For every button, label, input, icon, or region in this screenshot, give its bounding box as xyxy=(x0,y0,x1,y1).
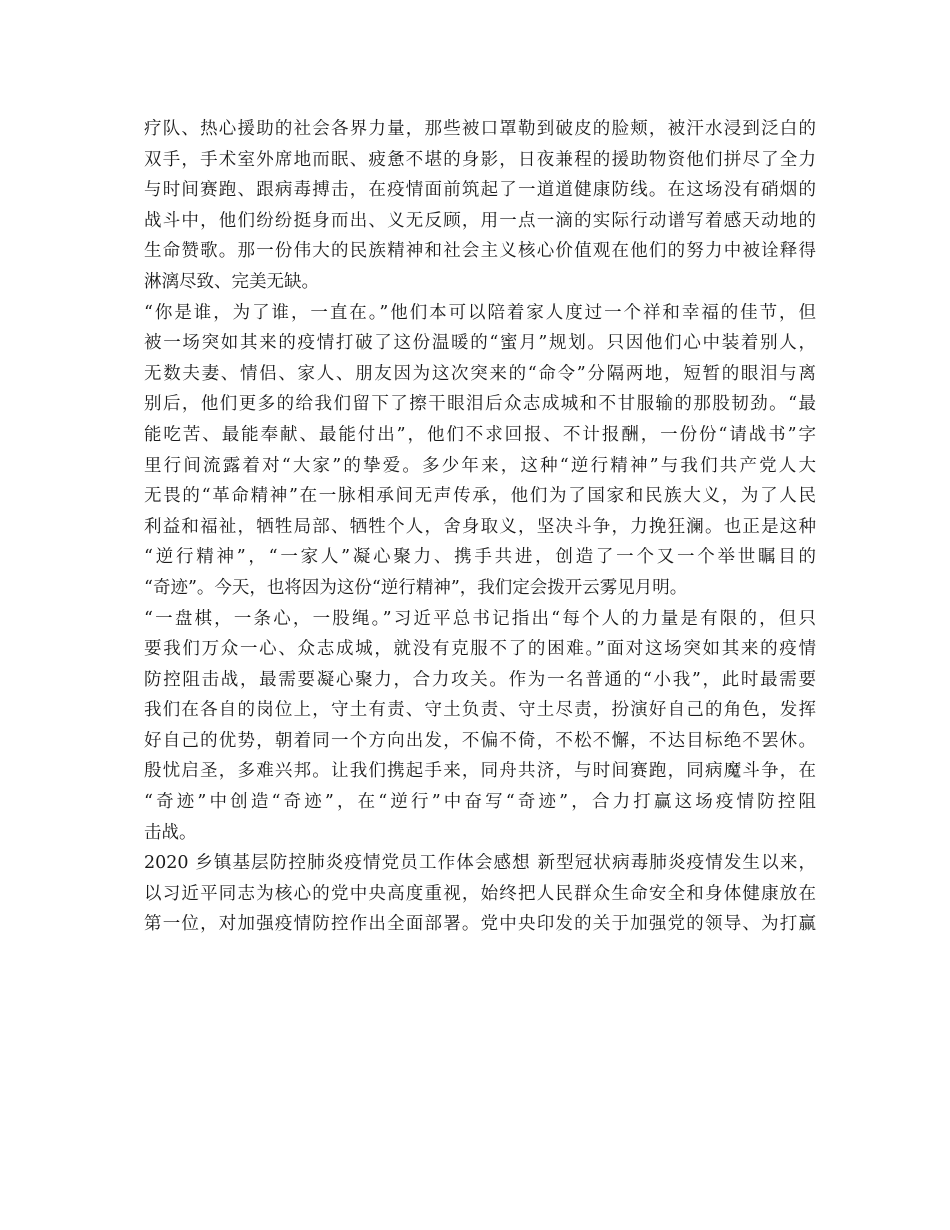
text-line: 双手，手术室外席地而眠、疲惫不堪的身影，日夜兼程的援助物资他们拼尽了全力 xyxy=(144,149,816,170)
text-line: 我们在各自的岗位上，守土有责、守土负责、守土尽责，扮演好自己的角色，发挥 xyxy=(144,700,816,721)
text-line: “你是谁，为了谁，一直在。”他们本可以陪着家人度过一个祥和幸福的佳节，但 xyxy=(144,302,816,323)
document-body-text xyxy=(144,114,816,940)
text-line: “逆行精神”，“一家人”凝心聚力、携手共进，创造了一个又一个举世瞩目的 xyxy=(144,547,816,568)
text-line: 击战。 xyxy=(144,822,197,843)
text-line: 与时间赛跑、跟病毒搏击，在疫情面前筑起了一道道健康防线。在这场没有硝烟的 xyxy=(144,180,816,201)
text-line: 战斗中，他们纷纷挺身而出、义无反顾，用一点一滴的实际行动谱写着感天动地的 xyxy=(144,210,816,231)
text-line: “一盘棋，一条心，一股绳。”习近平总书记指出“每个人的力量是有限的，但只 xyxy=(144,608,816,629)
text-line: 第一位，对加强疫情防控作出全面部署。党中央印发的关于加强党的领导、为打赢 xyxy=(144,914,816,935)
text-line: 2020 乡镇基层防控肺炎疫情党员工作体会感想 新型冠状病毒肺炎疫情发生以来， xyxy=(144,853,816,874)
text-line: 里行间流露着对“大家”的挚爱。多少年来，这种“逆行精神”与我们共产党人大 xyxy=(144,455,816,476)
text-line: 被一场突如其来的疫情打破了这份温暖的“蜜月”规划。只因他们心中装着别人， xyxy=(144,333,816,354)
text-line: 以习近平同志为核心的党中央高度重视，始终把人民群众生命安全和身体健康放在 xyxy=(144,883,816,904)
text-line: 淋漓尽致、完美无缺。 xyxy=(144,271,319,292)
text-line: 能吃苦、最能奉献、最能付出”，他们不求回报、不计报酬，一份份“请战书”字 xyxy=(144,424,816,445)
text-line: 别后，他们更多的给我们留下了擦干眼泪后众志成城和不甘服输的那股韧劲。“最 xyxy=(144,394,816,415)
text-line: “奇迹”中创造“奇迹”，在“逆行”中奋写“奇迹”，合力打赢这场疫情防控阻 xyxy=(144,792,816,813)
text-line: 防控阻击战，最需要凝心聚力，合力攻关。作为一名普通的“小我”，此时最需要 xyxy=(144,669,816,690)
text-line: 殷忧启圣，多难兴邦。让我们携起手来，同舟共济，与时间赛跑，同病魔斗争，在 xyxy=(144,761,816,782)
text-line: 好自己的优势，朝着同一个方向出发，不偏不倚，不松不懈，不达目标绝不罢休。 xyxy=(144,730,816,751)
text-line: 生命赞歌。那一份伟大的民族精神和社会主义核心价值观在他们的努力中被诠释得 xyxy=(144,241,816,262)
text-line: 无畏的“革命精神”在一脉相承间无声传承，他们为了国家和民族大义，为了人民 xyxy=(144,486,816,507)
text-line: “奇迹”。今天，也将因为这份“逆行精神”，我们定会拨开云雾见月明。 xyxy=(144,577,688,598)
text-line: 无数夫妻、情侣、家人、朋友因为这次突来的“命令”分隔两地，短暂的眼泪与离 xyxy=(144,363,816,384)
text-line: 要我们万众一心、众志成城，就没有克服不了的困难。”面对这场突如其来的疫情 xyxy=(144,639,816,660)
text-line: 利益和福祉，牺牲局部、牺牲个人，舍身取义，坚决斗争，力挽狂澜。也正是这种 xyxy=(144,516,816,537)
text-line: 疗队、热心援助的社会各界力量，那些被口罩勒到破皮的脸颊，被汗水浸到泛白的 xyxy=(144,119,816,139)
